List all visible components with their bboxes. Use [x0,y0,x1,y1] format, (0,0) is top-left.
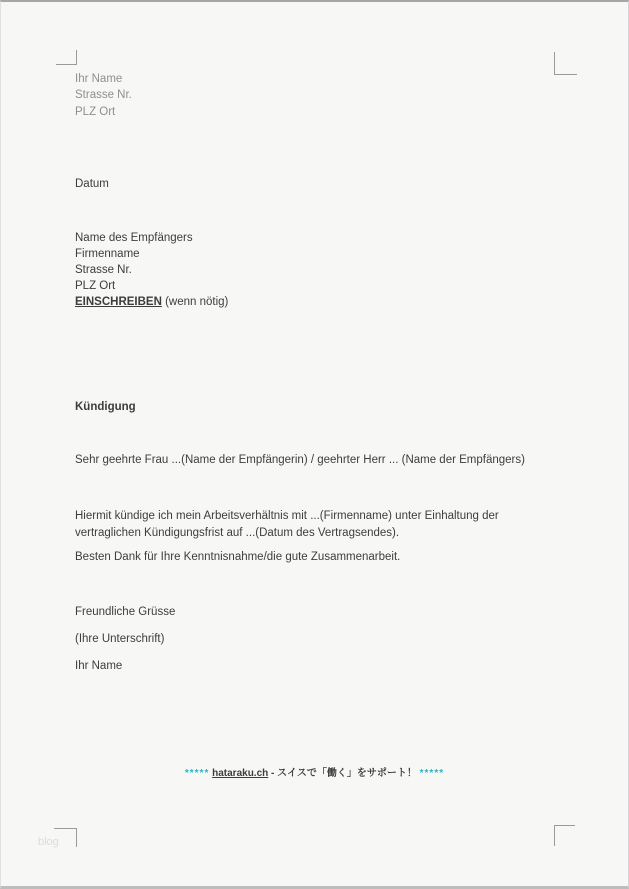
date-placeholder: Datum [75,178,109,190]
registered-mail-label: EINSCHREIBEN [75,296,162,309]
recipient-company: Firmenname [75,248,140,261]
recipient-street: Strasse Nr. [75,264,132,277]
footer-separator: - [268,768,278,779]
blog-watermark: blog [38,836,59,848]
sender-address-block [75,71,132,120]
closing-regards: Freundliche Grüsse [75,606,176,618]
footer-stars-left: ***** [184,768,210,779]
sender-street: Strasse Nr. [75,89,132,102]
body-paragraph-2: Besten Dank für Ihre Kenntnisnahme/die gute Zusammenarbeit. [75,551,401,563]
footer-site-link[interactable]: hataraku.ch [212,768,269,779]
footer-tagline: スイスで「働く」をサポート！ [277,768,417,779]
footer-banner [1,764,628,779]
crop-mark-top-right [554,52,577,75]
closing-name: Ihr Name [75,660,123,672]
sender-city: PLZ Ort [75,105,116,118]
crop-mark-top-left [56,50,77,65]
registered-mail-note: (wenn nötig) [161,296,229,309]
body-paragraph-1: Hiermit kündige ich mein Arbeitsverhältnis mit ...(Firmenname) unter Einhaltung der vertraglichen Kündigungsfrist auf ...(Datum des Vertragsendes). [75,510,499,539]
sender-name: Ihr Name [75,73,123,85]
recipient-name: Name des Empfängers [75,232,193,244]
signature-placeholder: (Ihre Unterschrift) [75,633,165,645]
registered-mail-line [75,294,228,310]
recipient-city: PLZ Ort [75,280,116,293]
crop-mark-bottom-right [554,825,575,846]
salutation-line: Sehr geehrte Frau ...(Name der Empfängerin) / geehrter Herr ... (Name der Empfängers) [75,454,525,466]
subject-line: Kündigung [75,401,136,413]
recipient-address-block [75,230,228,310]
footer-stars-right: ***** [419,768,445,779]
